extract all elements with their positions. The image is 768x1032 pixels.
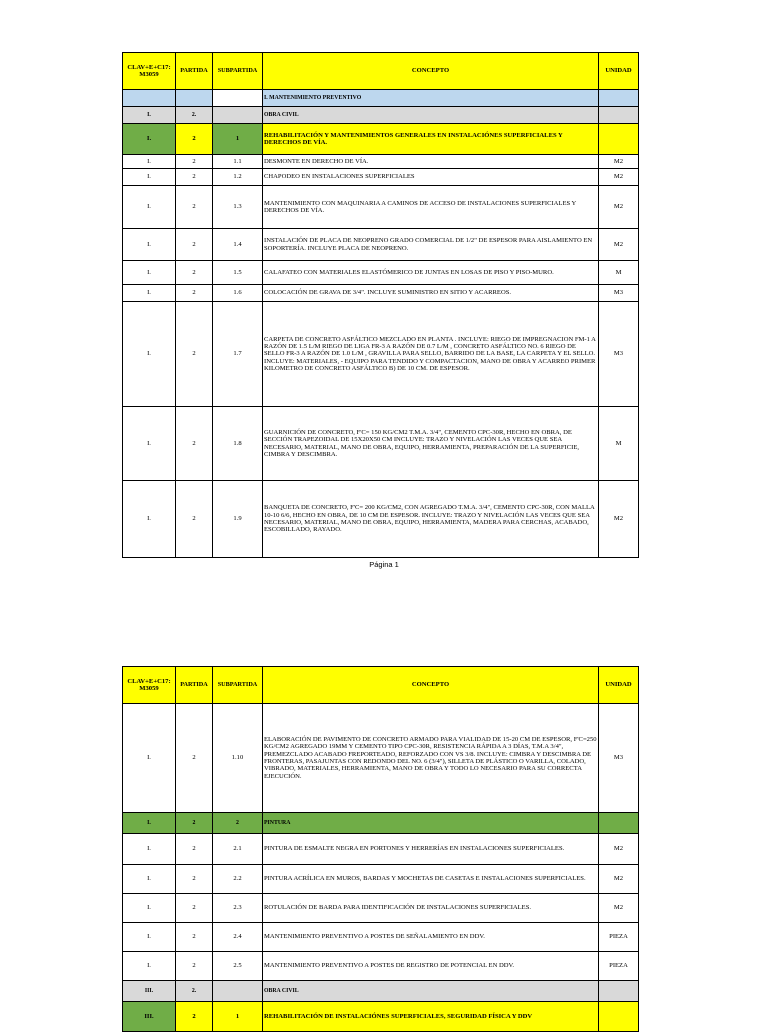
table-row bbox=[123, 155, 639, 169]
header-unidad: UNIDAD bbox=[599, 53, 639, 90]
cell-concepto: BANQUETA DE CONCRETO, F'C= 200 KG/CM2, CON AGREGADO T.M.A. 3/4", CEMENTO CPC-30R, CON MALLA 10-10 6/6, HECHO EN OBRA, DE 10 CM DE ESPESOR. INCLUYE: TRAZO Y NIVELACIÓN LAS VECES QUE SEA NECESARIO, MATERIAL, MANO DE OBRA, EQUIPO, HERRAMIENTA, MADERA PARA CERCHAS, ACABADO, ESCOBILLADO, RAYADO. bbox=[263, 481, 599, 558]
table-row bbox=[123, 407, 639, 481]
cell-clave: I. bbox=[123, 923, 176, 952]
cell-partida bbox=[176, 90, 213, 107]
cell-unidad bbox=[599, 981, 639, 1002]
cell-partida: 2 bbox=[176, 124, 213, 155]
cell-subpartida: 1.3 bbox=[213, 186, 263, 229]
cell-partida: 2 bbox=[176, 285, 213, 302]
cell-concepto: REHABILITACIÓN Y MANTENIMIENTOS GENERALES EN INSTALACIÓNES SUPERFICIALES Y DERECHOS DE VÍA. bbox=[263, 124, 599, 155]
table-row bbox=[123, 124, 639, 155]
page1-table bbox=[122, 52, 639, 558]
cell-partida: 2 bbox=[176, 481, 213, 558]
cell-concepto: DESMONTE EN DERECHO DE VÍA. bbox=[263, 155, 599, 169]
cell-clave: I. bbox=[123, 285, 176, 302]
table-row bbox=[123, 923, 639, 952]
cell-unidad bbox=[599, 107, 639, 124]
cell-concepto: I. MANTENIMIENTO PREVENTIVO bbox=[263, 90, 599, 107]
cell-concepto: COLOCACIÓN DE GRAVA DE 3/4". INCLUYE SUMINISTRO EN SITIO Y ACARREOS. bbox=[263, 285, 599, 302]
table-row bbox=[123, 981, 639, 1002]
cell-unidad: PIEZA bbox=[599, 952, 639, 981]
table-row bbox=[123, 704, 639, 813]
cell-partida: 2 bbox=[176, 1002, 213, 1032]
cell-subpartida: 1.4 bbox=[213, 229, 263, 261]
cell-unidad: M2 bbox=[599, 865, 639, 894]
cell-unidad: M2 bbox=[599, 481, 639, 558]
cell-concepto: REHABILITACIÓN DE INSTALACIÓNES SUPERFICIALES, SEGURIDAD FÍSICA Y DDV bbox=[263, 1002, 599, 1032]
cell-unidad: M3 bbox=[599, 285, 639, 302]
table-row bbox=[123, 186, 639, 229]
cell-unidad: PIEZA bbox=[599, 923, 639, 952]
cell-concepto: MANTENIMIENTO PREVENTIVO A POSTES DE SEÑALAMIENTO EN DDV. bbox=[263, 923, 599, 952]
table-row bbox=[123, 834, 639, 865]
header-row bbox=[123, 667, 639, 704]
table-row bbox=[123, 813, 639, 834]
cell-clave: I. bbox=[123, 894, 176, 923]
cell-clave: I. bbox=[123, 302, 176, 407]
cell-partida: 2 bbox=[176, 834, 213, 865]
header-unidad: UNIDAD bbox=[599, 667, 639, 704]
cell-clave: I. bbox=[123, 813, 176, 834]
header-partida: PARTIDA bbox=[176, 667, 213, 704]
cell-subpartida: 2 bbox=[213, 813, 263, 834]
cell-unidad: M3 bbox=[599, 704, 639, 813]
header-partida: PARTIDA bbox=[176, 53, 213, 90]
cell-subpartida: 1.7 bbox=[213, 302, 263, 407]
cell-unidad: M2 bbox=[599, 186, 639, 229]
cell-concepto: CARPETA DE CONCRETO ASFÁLTICO MEZCLADO EN PLANTA . INCLUYE: RIEGO DE IMPREGNACION FM-1 A RAZÓN DE 1.5 L/M RIEGO DE LIGA FR-3 A RAZÓN DE 0.7 L/M , CONCRETO ASFÁLTICO NO. 6 RIEGO DE SELLO FR-3 A RAZÓN DE 1.0 L/M , GRAVILLA PARA SELLO, BARRIDO DE LA BASE, LA CARPETA Y EL SELLO. INCLUYE: MATERIALES, - EQUIPO PARA TENDIDO Y COMPACTACION, MANO DE OBRA Y ACARREO PRIMER KILOMETRO DE CONCRETO ASFÁLTICO B) DE 10 CM. DE ESPESOR. bbox=[263, 302, 599, 407]
cell-unidad bbox=[599, 124, 639, 155]
header-subpartida: SUBPARTIDA bbox=[213, 53, 263, 90]
header-clave: CLAV+E+C17: M3059 bbox=[123, 667, 176, 704]
cell-concepto: OBRA CIVIL bbox=[263, 107, 599, 124]
cell-clave bbox=[123, 90, 176, 107]
cell-subpartida bbox=[213, 107, 263, 124]
cell-unidad: M2 bbox=[599, 894, 639, 923]
cell-clave: I. bbox=[123, 155, 176, 169]
header-concepto: CONCEPTO bbox=[263, 53, 599, 90]
cell-unidad: M3 bbox=[599, 302, 639, 407]
cell-clave: I. bbox=[123, 704, 176, 813]
cell-subpartida: 1.2 bbox=[213, 169, 263, 186]
cell-subpartida bbox=[213, 981, 263, 1002]
cell-clave: I. bbox=[123, 169, 176, 186]
table-row bbox=[123, 481, 639, 558]
cell-clave: III. bbox=[123, 1002, 176, 1032]
cell-unidad bbox=[599, 1002, 639, 1032]
cell-concepto: GUARNICIÓN DE CONCRETO, F'C= 150 KG/CM2 T.M.A. 3/4", CEMENTO CPC-30R, HECHO EN OBRA, DE SECCIÓN TRAPEZOIDAL DE 15X20X50 CM INCLUYE: TRAZO Y NIVELACIÓN LAS VECES QUE SEA NECESARIO, MATERIAL, MANO DE OBRA, EQUIPO, HERRAMIENTA, PREPARACIÓN DE LA SUPERFICIE, CIMBRA Y DESCIMBRA. bbox=[263, 407, 599, 481]
cell-subpartida: 2.2 bbox=[213, 865, 263, 894]
cell-subpartida: 1.8 bbox=[213, 407, 263, 481]
cell-subpartida: 2.4 bbox=[213, 923, 263, 952]
cell-clave: I. bbox=[123, 261, 176, 285]
cell-partida: 2 bbox=[176, 894, 213, 923]
cell-unidad: M bbox=[599, 261, 639, 285]
table-row bbox=[123, 285, 639, 302]
cell-clave: I. bbox=[123, 124, 176, 155]
cell-partida: 2 bbox=[176, 704, 213, 813]
cell-partida: 2 bbox=[176, 261, 213, 285]
table-row bbox=[123, 229, 639, 261]
cell-unidad: M2 bbox=[599, 229, 639, 261]
cell-partida: 2 bbox=[176, 407, 213, 481]
cell-concepto: PINTURA ACRÍLICA EN MUROS, BARDAS Y MOCHETAS DE CASETAS E INSTALACIONES SUPERFICIALES. bbox=[263, 865, 599, 894]
cell-partida: 2 bbox=[176, 923, 213, 952]
header-row bbox=[123, 53, 639, 90]
cell-clave: I. bbox=[123, 107, 176, 124]
table-row bbox=[123, 865, 639, 894]
table-row bbox=[123, 952, 639, 981]
cell-subpartida: 1.10 bbox=[213, 704, 263, 813]
cell-concepto: ROTULACIÓN DE BARDA PARA IDENTIFICACIÓN DE INSTALACIONES SUPERFICIALES. bbox=[263, 894, 599, 923]
cell-unidad bbox=[599, 90, 639, 107]
cell-subpartida: 1.1 bbox=[213, 155, 263, 169]
cell-clave: III. bbox=[123, 981, 176, 1002]
page-number: Página 1 bbox=[369, 560, 399, 569]
cell-subpartida: 2.3 bbox=[213, 894, 263, 923]
cell-clave: I. bbox=[123, 229, 176, 261]
header-subpartida: SUBPARTIDA bbox=[213, 667, 263, 704]
page2-table bbox=[122, 666, 639, 1032]
cell-partida: 2 bbox=[176, 302, 213, 407]
cell-clave: I. bbox=[123, 865, 176, 894]
cell-partida: 2. bbox=[176, 107, 213, 124]
cell-concepto: MANTENIMIENTO PREVENTIVO A POSTES DE REGISTRO DE POTENCIAL EN DDV. bbox=[263, 952, 599, 981]
cell-unidad: M2 bbox=[599, 169, 639, 186]
header-concepto: CONCEPTO bbox=[263, 667, 599, 704]
cell-clave: I. bbox=[123, 952, 176, 981]
cell-clave: I. bbox=[123, 481, 176, 558]
cell-concepto: CHAPODEO EN INSTALACIONES SUPERFICIALES bbox=[263, 169, 599, 186]
cell-subpartida bbox=[213, 90, 263, 107]
cell-subpartida: 2.1 bbox=[213, 834, 263, 865]
cell-partida: 2 bbox=[176, 155, 213, 169]
cell-unidad: M bbox=[599, 407, 639, 481]
cell-concepto: CALAFATEO CON MATERIALES ELASTÓMERICO DE JUNTAS EN LOSAS DE PISO Y PISO-MURO. bbox=[263, 261, 599, 285]
table-row bbox=[123, 107, 639, 124]
table-row bbox=[123, 169, 639, 186]
cell-subpartida: 1.5 bbox=[213, 261, 263, 285]
cell-unidad: M2 bbox=[599, 834, 639, 865]
cell-concepto: OBRA CIVIL bbox=[263, 981, 599, 1002]
table-row bbox=[123, 90, 639, 107]
cell-partida: 2 bbox=[176, 186, 213, 229]
cell-concepto: PINTURA DE ESMALTE NEGRA EN PORTONES Y HERRERÍAS EN INSTALACIONES SUPERFICIALES. bbox=[263, 834, 599, 865]
cell-partida: 2 bbox=[176, 169, 213, 186]
cell-subpartida: 1.6 bbox=[213, 285, 263, 302]
table-row bbox=[123, 302, 639, 407]
cell-unidad: M2 bbox=[599, 155, 639, 169]
cell-concepto: ELABORACIÓN DE PAVIMENTO DE CONCRETO ARMADO PARA VIALIDAD DE 15-20 CM DE ESPESOR, F'C=250 KG/CM2 AGREGADO 19MM Y CEMENTO TIPO CPC-30R, RESISTENCIA RÁPIDA A 3 DÍAS, T.M.A 3/4", PREMEZCLADO ACABADO FREPORTEADO, REFORZADO CON VS 3/8. INCLUYE: CIMBRA Y DESCIMBRA DE FRONTERAS, PASAJUNTAS CON REDONDO DEL NO. 6 (3/4"), SILLETA DE PLÁSTICO O VARILLA, COLADO, VIBRADO, MATERIALES, HERRAMIENTA, MANO DE OBRA Y TODO LO NECESARIO PARA SU CORRECTA EJECUCIÓN. bbox=[263, 704, 599, 813]
header-clave: CLAV+E+C17: M3059 bbox=[123, 53, 176, 90]
cell-clave: I. bbox=[123, 834, 176, 865]
cell-subpartida: 1 bbox=[213, 1002, 263, 1032]
cell-clave: I. bbox=[123, 186, 176, 229]
cell-partida: 2 bbox=[176, 229, 213, 261]
cell-clave: I. bbox=[123, 407, 176, 481]
cell-concepto: INSTALACIÓN DE PLACA DE NEOPRENO GRADO COMERCIAL DE 1/2" DE ESPESOR PARA AISLAMIENTO EN SOPORTERÍA. INCLUYE PLACA DE NEOPRENO. bbox=[263, 229, 599, 261]
cell-subpartida: 1.9 bbox=[213, 481, 263, 558]
cell-partida: 2 bbox=[176, 865, 213, 894]
table-row bbox=[123, 1002, 639, 1032]
table-row bbox=[123, 261, 639, 285]
cell-partida: 2 bbox=[176, 813, 213, 834]
cell-partida: 2 bbox=[176, 952, 213, 981]
cell-concepto: PINTURA bbox=[263, 813, 599, 834]
cell-concepto: MANTENIMIENTO CON MAQUINARIA A CAMINOS DE ACCESO DE INSTALACIONES SUPERFICIALES Y DERECHOS DE VÍA. bbox=[263, 186, 599, 229]
cell-subpartida: 2.5 bbox=[213, 952, 263, 981]
cell-unidad bbox=[599, 813, 639, 834]
cell-subpartida: 1 bbox=[213, 124, 263, 155]
table-row bbox=[123, 894, 639, 923]
cell-partida: 2. bbox=[176, 981, 213, 1002]
